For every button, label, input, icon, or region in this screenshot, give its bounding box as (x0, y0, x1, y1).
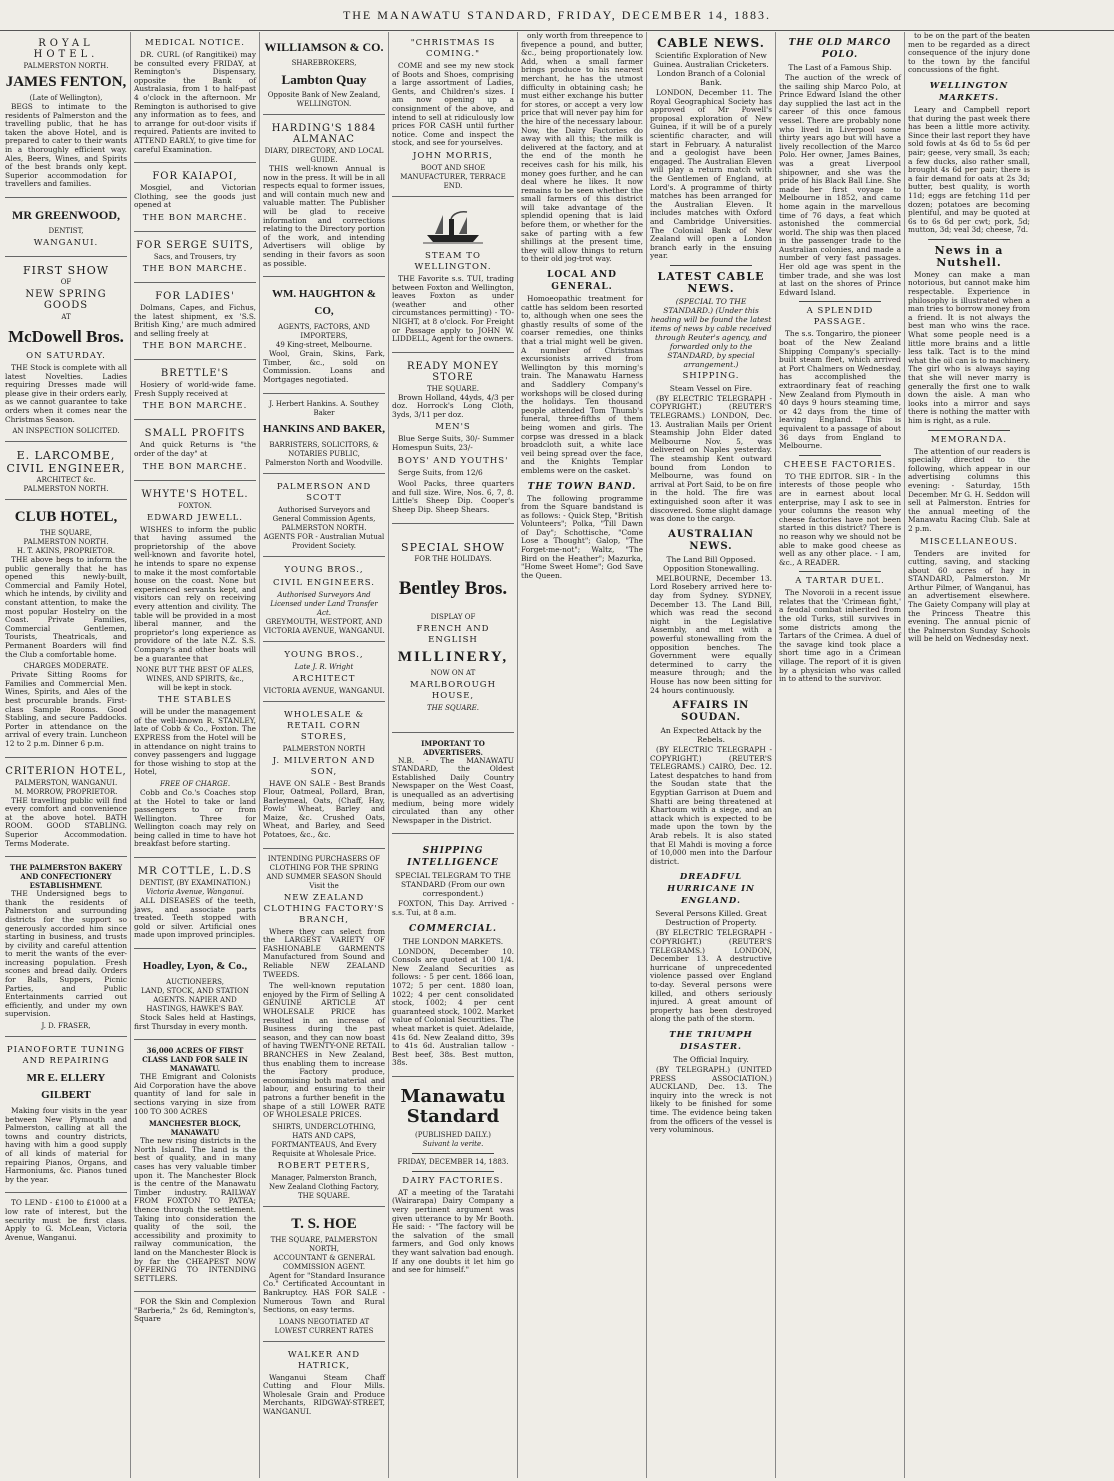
ad-title: MANCHESTER BLOCK, MANAWATU (149, 1119, 241, 1138)
ad-club-hotel (5, 502, 127, 757)
ad-role: BOOT AND SHOE MANUFACTURER, TERRACE END. (400, 163, 506, 190)
ad-body: Wanganui Steam Chaff Cutting and Flour Mills. Wholesale Grain and Produce Merchants, RIDGWAY-STREET, WANGANUI. (263, 1372, 385, 1417)
section-subtitle: THE LONDON MARKETS. (402, 936, 504, 946)
ad-line: THE BON MARCHE. (142, 341, 248, 352)
ad-cottle (134, 860, 256, 949)
section-body: The Novoroii in a recent issue relates that the 'Crimean fight,' a feudal combat inherited from the old Turks, still survives in some districts among the Tartars of the Crimea. A duel of the savage kind took place a short time ago in a Crimean village. The report of it is given by a physician who was called in to attend to the survivor. (779, 588, 901, 684)
ad-name: MR GREENWOOD, (12, 207, 120, 222)
divider (799, 571, 881, 572)
section-title: CABLE NEWS. (657, 36, 765, 50)
ad-larcombe (5, 444, 127, 500)
ad-role: CIVIL ENGINEER, (6, 462, 126, 476)
ad-town: PALMERSTON NORTH. (23, 485, 109, 494)
ad-name: ROBERT PETERS, (277, 1160, 371, 1171)
newspaper-published: (PUBLISHED DAILY.) (415, 1130, 491, 1139)
ad-body: Where they can select from the LARGEST VARIETY OF FASHIONABLE GARMENTS Manufactured from Sound and Reliable NEW ZEALAND TWEEDS. (263, 926, 385, 979)
column-3 (260, 32, 389, 1478)
section-title: MEMORANDA. (930, 434, 1008, 445)
ad-body: Sacs, and Trousers, try (153, 252, 237, 261)
ad-line: AT (61, 312, 71, 321)
ad-walker (263, 1344, 385, 1425)
ad-role: SHAREBROKERS, (291, 59, 357, 67)
ad-palmerson (263, 476, 385, 557)
ad-corn (263, 704, 385, 849)
divider (412, 1171, 494, 1172)
ad-sub: AGENTS FOR - Australian Mutual Provident Society. (263, 532, 385, 550)
shipping-intelligence (392, 836, 514, 1077)
section-body: TO THE EDITOR. SIR - In the interests of those people who are in earnest about local enterprise, may I ask to see in your columns the reason why cheese factories have not been started in this district? There is no reason why we should not be able to make good cheese as well as any other place. - I am, &c., A READER. (779, 471, 901, 567)
ad-name: Bentley Bros. (398, 577, 508, 599)
ad-title: FOR LADIES' (155, 290, 235, 302)
ad-body: THE Stock is complete with all latest Novelties. Ladies requiring Dresses made will please give in their orders early, as we cannot guarantee to take orders when it comes near the Christmas Season. (5, 362, 127, 424)
ad-whyte (134, 483, 256, 858)
ad-body: DR. CURL (of Rangitikei) may be consulted every FRIDAY, at Remington's Dispensary, opposite the Bank of Australasia, from 1 to half-past 4 o'clock in the afternoon. Mr Remington is authorised to give any information as to fees, and to arrange for out-door visits if required. Patients are invited to ATTEND EARLY, to give time for careful Examination. (134, 50, 256, 154)
ad-bentley (392, 526, 514, 733)
ad-role: ARCHITECT (292, 673, 356, 684)
ad-title: FOR KAIAPOI, (152, 171, 238, 183)
ad-line: THE BON MARCHE. (142, 212, 248, 223)
divider (799, 455, 881, 456)
section-subtitle: An Expected Attack by the Rebels. (660, 726, 762, 745)
section-subtitle: The Last of a Famous Ship. (788, 63, 892, 72)
ad-place: THE SQUARE. (427, 384, 479, 393)
ad-place: GREYMOUTH, WESTPORT, AND VICTORIA AVENUE, WANGANUI. (263, 617, 385, 635)
ad-line: THE STABLES (157, 695, 233, 706)
section-body: (BY ELECTRIC TELEGRAPH - COPYRIGHT.) (REUTER'S TELEGRAMS.) LONDON, Dec. 13. Australian Mails per Orient Steamship John Elder dated Melbourne Nov. 5, was delivered on Naples yesterday. The steamship Kent outward bound from London to Melbourne, was found on arrival at Port Said, to be on fire in the hold. The fire was extinguished soon after it was discovered. Some slight damage was done to the cargo. (650, 393, 772, 524)
section-title: THE TRIUMPH DISASTER. (669, 1029, 753, 1052)
section-body: LONDON, December 11. The Royal Geographical Society has approved of Mr Powell's proposal exploration of New Guinea, if it will be of a purely scientific character, and will start in February. A naturalist and a geologist have been engaged. The Australian Eleven will play a return match with the Gentlemen of England, at Lord's. A programme of thirty matches has been arranged for the Australian Eleven. It includes matches with Oxford and Cambridge Universities. The Colonial Bank of New Zealand will open a London branch early in the ensuing year. (650, 88, 772, 261)
section-title: WELLINGTON MARKETS. (929, 80, 1009, 103)
ad-line: FOR THE HOLIDAYS. (414, 554, 492, 563)
ad-body: Hosiery of world-wide fame. Fresh Supply received at (134, 380, 256, 398)
ad-criterion (5, 760, 127, 858)
ad-body: THIS well-known Annual is now in the press. It will be in all respects equal to former issues, and will contain much new and valuable matter. The Publisher will be glad to receive information and corrections relating to the Directory portion of the work, and intending Advertisers will oblige by sending in their favors as soon as possible. (263, 164, 385, 268)
ad-name: YOUNG BROS., (284, 649, 364, 660)
newspaper-date: FRIDAY, DECEMBER 14, 1883. (397, 1157, 509, 1166)
ad-title: THE PALMERSTON BAKERY AND CONFECTIONERY ESTABLISHMENT. (9, 863, 123, 891)
ad-title: HARDING'S 1884 ALMANAC (271, 123, 377, 145)
ad-lend (5, 1195, 127, 1250)
ad-line: FREE OF CHARGE. (159, 779, 231, 788)
ad-line: NOW ON AT (430, 668, 476, 677)
section-subtitle: Several Persons Killed. Great Destruction of Property. (655, 909, 767, 928)
column-8 (905, 32, 1033, 1478)
ad-name: PALMERSON AND SCOTT (276, 481, 372, 503)
newspaper-motto: Suivant la verite. (422, 1139, 484, 1148)
column-2 (131, 32, 260, 1478)
ad-role: DENTIST, (BY EXAMINATION.) (139, 879, 251, 888)
ad-body: Dolmans, Capes, and Fichus, the latest shipment, ex 'S.S. British King,' are much admired and selling freely at (134, 302, 256, 338)
column-1 (2, 32, 131, 1478)
column-5 (518, 32, 647, 1478)
ad-place: Lambton Quay (281, 72, 367, 87)
ad-body: WISHES to inform the public that having assumed the proprietorship of the above well-known and favorite hotel, he intends to spare no expense to make it the most comfortable house on the coast. None but experienced servants kept, and visitors can rely on receiving every attention and civility. The table will be provided in a most liberal manner, and the proprietor's long experience as providore of the late N.Z. S.S. Company's and other boats will be a guarantee that (134, 524, 256, 663)
section-title: DREADFUL HURRICANE IN ENGLAND. (667, 872, 755, 907)
ad-name: WM. HAUGHTON & CO, (272, 288, 376, 318)
ad-important (392, 735, 514, 835)
section-title: SHIPPING INTELLIGENCE (407, 846, 499, 869)
section-subtitle: SPECIAL TELEGRAM TO THE STANDARD (From our own correspondent.) (395, 871, 511, 899)
masthead: THE MANAWATU STANDARD, FRIDAY, DECEMBER 14, 1883. (0, 0, 1114, 31)
ad-harding (263, 117, 385, 277)
ad-title: MEDICAL NOTICE. (145, 38, 245, 48)
ad-name: WILLIAMSON & CO. (264, 40, 384, 54)
ad-body: Serge Suits, from 12/6 (398, 467, 483, 477)
ad-title: SMALL PROFITS (144, 428, 246, 440)
ad-body: Wool Packs, three quarters and full size. Wire, Nos. 6, 7, 8. Little's Sheep Dip. Cooper's Sheep Dip. Sheep Shears. (392, 479, 514, 515)
section-body: LONDON, December 10. Consols are quoted at 100 1/4. New Zealand Securities as follows: - 5 per cent. 1866 loan, 1072; 5 per cent. 1880 loan, 1022; 4 per cent consolidated stock, 1002; 4 per cent guaranteed stock, 1002. Market value of Colonial Securities. The wheat market is quiet. Adelaide, 41s 6d. New Zealand ditto, 39s to 41s 6d. Australian tallow - Best beef, 38s. Best mutton, 38s. (392, 946, 514, 1068)
ad-prop: M. MORROW, PROPRIETOR. (14, 787, 118, 796)
ad-name: CLUB HOTEL, (14, 509, 118, 526)
ad-role: CIVIL ENGINEERS. (273, 577, 375, 588)
ad-name: E. LARCOMBE, (16, 449, 116, 463)
ad-sub: Opposite Bank of New Zealand, WELLINGTON. (267, 91, 381, 108)
ad-small-profits (134, 422, 256, 480)
ad-williamson (263, 32, 385, 115)
section-body: The attention of our readers is specially directed to the following, which appear in our advertising columns this evening: - Saturday, 15th December. Mr G. H. Seddon will sell at Palmerston. Entries for the annual meeting of the Manawatu Racing Club. Sale at 2 p.m. (908, 446, 1030, 533)
ad-town: PALMERSTON NORTH. (23, 538, 109, 547)
ad-brettle (134, 362, 256, 420)
ad-line: NEW SPRING GOODS (25, 288, 107, 311)
ad-role: ACCOUNTANT & GENERAL COMMISSION AGENT. (273, 1253, 375, 1271)
ad-name: HANKINS AND BAKER, (263, 422, 385, 435)
ad-sub: LOANS NEGOTIATED AT LOWEST CURRENT RATES (274, 1317, 374, 1335)
section-body: Leary and Campbell report that during the past week there has been a little more activity. Since their last report they have sold fowls at 4s 6d to 5s 6d per pair; geese, very small, 3s each; a few ducks, also rather small, brought 4s 6d per pair; there is a fair demand for oats at 2s 3d; butter, best quality, is worth 11d; eggs are fetching 11d per dozen; potatoes are becoming plentiful, and may be quoted at 6s to 6s 6d per cwt; pork, 5d; mutton, 3d; veal 3d; cheese, 7d. (908, 104, 1030, 235)
section-body: (BY TELEGRAPH.) (UNITED PRESS ASSOCIATION.) AUCKLAND, Dec. 13. The inquiry into the wreck is not likely to be finished for some time. The evidence being taken from the officers of the vessel is very voluminous. (650, 1064, 772, 1135)
ad-body: BEGS to intimate to the residents of Palmerston and the travelling public, that he has taken the above Hotel, and is prepared to cater to their wants in a thoroughly efficient way. Ales, Beers, Wines, and Spirits of the best brands only kept. Superior accommodation for travellers and families. (5, 102, 127, 189)
ad-sub: INTENDING PURCHASERS OF CLOTHING FOR THE SPRING AND SUMMER SEASON Should Visit the (266, 854, 382, 890)
ad-line: ON SATURDAY. (26, 350, 106, 361)
divider (412, 1153, 494, 1154)
ad-body: Mosgiel, and Victorian Clothing, see the goods just opened at (134, 183, 256, 210)
section-subtitle: (SPECIAL TO THE STANDARD.) (Under this heading will be found the latest items of news by cable received through Reuter's agency, and forwarded only to the STANDARD, by special arrangement.) (650, 296, 772, 369)
article-body: to be on the part of the beaten men to be regarded as a direct consequence of the injury done to the town by the fanciful concussions of the fight. (908, 32, 1030, 75)
ad-name: Hoadley, Lyon, & Co., (142, 960, 248, 973)
ad-name: MR E. ELLERY GILBERT (26, 1072, 106, 1102)
ad-body: Brown Holland, 44yds, 4/3 per doz. Horrock's Long Cloth, 3yds, 3/11 per doz. (392, 392, 514, 419)
ad-body: Private Sitting Rooms for Families and Commercial Men. Wines, Spirits, and Ales of the best procurable brands. First-class Sample Rooms. Good Stabling, and secure Paddocks. Porter in attendance on the arrival of every train. Luncheon 12 to 2 p.m. Dinner 6 p.m. (5, 670, 127, 748)
ad-ready-money (392, 355, 514, 524)
ad-body: And quick Returns is "the order of the day" at (134, 440, 256, 459)
ad-line: OF (60, 277, 72, 286)
ad-mcdowell (5, 259, 127, 442)
section-subtitle: Steam Vessel on Fire. (669, 383, 753, 393)
ad-medical (134, 32, 256, 163)
ad-title: "CHRISTMAS IS COMING." (410, 38, 496, 59)
section-title: AFFAIRS IN SOUDAN. (672, 700, 750, 724)
ad-greenwood (5, 200, 127, 257)
ad-name: T. S. HOE (291, 1215, 357, 1232)
ad-body: The new rising districts in the North Island. The land is the best of quality, and in many cases has very valuable timber upon it. The Manchester Block is the centre of the Manawatu Timber industry. RAILWAY FROM FOXTON TO PATEA; thence through the settlement. Taking into consideration the quality of the soil, the accessibility and proximity to railway communication, the land on the Manchester Block is by far the CHEAPEST NOW OFFERING TO INTENDING SETTLERS. (134, 1136, 256, 1283)
ad-title: MR COTTLE, L.D.S (137, 866, 253, 878)
ad-name: JOHN MORRIS, (413, 150, 493, 161)
ad-piano (5, 1039, 127, 1193)
ad-title: BRETTLE'S (160, 368, 230, 380)
ad-line: MEN'S (435, 422, 471, 433)
ad-line: DISPLAY OF (430, 612, 476, 621)
ad-bakery (5, 859, 127, 1037)
ad-body: THE Undersigned begs to thank the residents of Palmerston and surrounding districts for the support so generously accorded him since starting in business, and trusts by civility and careful attention to merit the wants of the ever-increasing population. Fresh scones and bread daily. Orders for Balls, Suppers, Picnic Parties, and Public Entertainments carried out efficiently, and under my own supervision. (5, 889, 127, 1019)
section-title: A TARTAR DUEL. (795, 576, 885, 587)
ad-title: FOR SERGE SUITS, (136, 239, 254, 251)
section-subtitle: The Official Inquiry. (673, 1054, 749, 1064)
ad-serge (134, 234, 256, 283)
section-body: The s.s. Tongariro, the pioneer boat of the New Zealand Shipping Company's specially-built steam fleet, which arrived at Port Chalmers on Wednesday, has accomplished the extraordinary feat of reaching New Zealand from Plymouth in 40 days 9 hours steaming time, or 42 days from the time of leaving England. This is equivalent to a passage of about 36 days from England to Melbourne. (779, 329, 901, 451)
ad-line: THE BON MARCHE. (142, 401, 248, 412)
section-body: FOXTON, This Day. Arrived - s.s. Tui, at 8 a.m. (392, 899, 514, 917)
ad-line: THE BON MARCHE. (142, 461, 248, 472)
ad-place: THE SQUARE, PALMERSTON NORTH, (270, 1235, 378, 1253)
ad-place: THE SQUARE, (40, 529, 92, 538)
section-body: AT a meeting of the Taratahi (Wairarapa) Dairy Company a very pertinent argument was given utterance to by Mr Booth. He said: - "The factory will be the salvation of the small farmers, and God only knows they want salvation bad enough. If any one doubts it let him go and see for himself." (392, 1187, 514, 1275)
ad-title: STEAM TO WELLINGTON. (414, 250, 492, 272)
ad-title: WHYTE'S HOTEL. (141, 488, 249, 500)
ad-sub: LAND, STOCK, AND STATION AGENTS. NAPIER AND HASTINGS, HAWKE'S BAY. (141, 987, 249, 1014)
ad-ladies (134, 285, 256, 360)
section-title: A SPLENDID PASSAGE. (806, 306, 874, 328)
ad-body: Agent for "Standard Insurance Co." Certificated Accountant in Bankruptcy. HAS FOR SALE - Numerous Town and Rural Sections, on easy terms. (263, 1270, 385, 1315)
ad-title: IMPORTANT TO ADVERTISERS. (421, 738, 485, 757)
steamship-icon (423, 209, 483, 245)
ad-title: PIANOFORTE TUNING AND REPAIRING (6, 1045, 126, 1067)
ad-body: Wool, Grain, Skins, Fark, Timber, &c., sold on Commission. Loans and Mortgages negotiated. (263, 349, 385, 384)
ad-body: THE above begs to inform the public generally that he has opened this newly-built, Commercial and Family Hotel, which he intends, by civility and constant attention, to make the most popular Hostelry on the Coast. Private Families, Commercial Gentlemen, Tourists, Theatricals, and Permanent Boarders will find the Club a comfortable home. (5, 555, 127, 659)
ad-line: THE SQUARE. (427, 703, 479, 712)
ad-body: Cobb and Co.'s Coaches stop at the Hotel to take or land passengers to or from Wellington. Three for Wellington coach may rely on being called in time to have hot breakfast before starting. (134, 787, 256, 849)
section-title: SHIPPING. (682, 370, 740, 381)
columns (2, 32, 1112, 1478)
column-6 (647, 32, 776, 1478)
ad-role: AUCTIONEERS, (166, 978, 224, 987)
ad-sub: DIARY, DIRECTORY, AND LOCAL GUIDE. (264, 147, 384, 164)
section-subtitle: The Land Bill Opposed. Opposition Stonewalling. (663, 554, 759, 573)
ad-place: PALMERSTON NORTH. (23, 62, 109, 70)
newspaper-title: Manawatu Standard (400, 1085, 506, 1127)
ad-tshoe (263, 1209, 385, 1342)
ad-acres (134, 1042, 256, 1292)
ad-hankins (263, 396, 385, 474)
section-body: (BY ELECTRIC TELEGRAPH - COPYRIGHT.) (REUTER'S TELEGRAMS.) LONDON, December 13. A destructive hurricane of unprecedented violence passed over England to-day. Several persons were killed, and others seriously injured. A great amount of property has been destroyed along the path of the storm. (650, 928, 772, 1024)
ad-young (263, 559, 385, 642)
ad-body: FOR the Skin and Complexion "Barberia," 2s 6d, Remington's, Square (134, 1297, 256, 1324)
ad-line: will be kept in stock. (158, 684, 232, 693)
ad-line: FRENCH AND ENGLISH (416, 623, 490, 645)
section-title: LOCAL AND GENERAL. (547, 270, 617, 293)
divider (928, 239, 1010, 240)
section-title: THE OLD MARCO POLO. (788, 38, 892, 60)
ad-role: ARCHITECT &c. (36, 476, 96, 485)
ad-wright (263, 644, 385, 702)
ad-title: ROYAL HOTEL. (33, 38, 99, 60)
section-body: Tenders are invited for cutting, saving, and stacking about 60 acres of hay in STANDARD, Palmerston. Mr Arthur Pilmer, of Wanganui, has an advertisement elsewhere. The Gaiety Company will play at the Princess Theatre this evening. The annual picnic of the Palmerston Sunday Schools will be held on Wednesday next. (908, 548, 1030, 644)
section-title: AUSTRALIAN NEWS. (668, 528, 754, 552)
ad-body: N.B. - The MANAWATU STANDARD, the Oldest Established Daily Country Newspaper on the West Coast, is unequalled as an advertising medium, being more widely circulated than any other Newspaper in the District. (392, 755, 514, 825)
ad-sub: Late J. R. Wright (294, 662, 354, 671)
ad-title: 36,000 ACRES OF FIRST CLASS LAND FOR SALE IN MANAWATU. (142, 1046, 248, 1074)
ad-name: J. D. FRASER, (41, 1022, 91, 1031)
ad-name: CRITERION HOTEL, (5, 765, 127, 777)
ad-name: YOUNG BROS., (284, 564, 364, 575)
column-4 (389, 32, 518, 1478)
ad-haughton (263, 279, 385, 393)
section-body: Money can make a man notorious, but cannot make him respectable. Experience in philosophy is illustrated when a man tries to borrow money from a friend. It is not always the best man who wins the race. What some people need is a little more brains and a little less talk. Tact is to the mind what the oil can is to machinery. The girl who is always saying that she will never marry is generally the first one to walk down the aisle. A man who looks into a mirror and says there is nothing the matter with him is right, as a rule. (908, 269, 1030, 425)
ad-name: J. MILVERTON AND SON, (272, 755, 376, 777)
ad-place: 49 King-street, Melbourne. (275, 341, 373, 350)
section-subtitle: Scientific Exploration of New Guinea. Australian Cricketers. London Branch of a Colonial Bank. (653, 51, 769, 87)
ad-hoadley (134, 951, 256, 1040)
ad-town: FOXTON. (178, 501, 212, 510)
ad-body: COME and see my new stock of Boots and Shoes, comprising a large assortment of Ladies, Gents, and Children's sizes. I am now opening up a consignment of the above, and intend to sell at ridiculously low prices FOR CASH until further notice. Come and inspect the stock, and see for yourselves. (392, 61, 514, 148)
ad-body: Blue Serge Suits, 30/- Summer Homespun Suits, 23/- (392, 434, 514, 453)
ad-name: JAMES FENTON, (5, 74, 127, 90)
ad-sub: (Late of Wellington), (29, 94, 103, 102)
ad-role: AGENTS, FACTORS, AND IMPORTERS, (278, 323, 370, 341)
ad-role: Authorised Surveyors and General Commission Agents, (272, 505, 376, 523)
ad-sub: SHIRTS, UNDERCLOTHING, HATS AND CAPS, FORTMANTEAUS, And Every Requisite at Wholesale Price. (271, 1122, 377, 1158)
ad-role: Manager, Palmerston Branch, New Zealand Clothing Factory, THE SQUARE. (269, 1173, 379, 1200)
ad-title: NEW ZEALAND CLOTHING FACTORY'S BRANCH, (263, 892, 385, 925)
ad-name: McDowell Bros. (8, 326, 124, 346)
ad-body: will be under the management of the well-known R. STANLEY, late of Cobb & Co., Foxton. The EXPRESS from the Hotel will be in attendance on night trains to convey passengers and luggage for those wishing to stop at the Hotel, (134, 707, 256, 777)
ad-sub: Authorised Surveyors And Licensed under Land Transfer Act. (270, 590, 378, 617)
ad-place: Victoria Avenue, Wanganui. (146, 888, 244, 897)
ad-role: DENTIST, (48, 226, 84, 235)
editorial (392, 1079, 514, 1283)
ad-sub: J. Herbert Hankins. A. Southey Baker (269, 399, 379, 417)
ad-body: THE travelling public will find every comfort and convenience at the above hotel. BATH ROOM. GOOD STABLING. Superior Accommodation. Terms Moderate. (5, 795, 127, 848)
column-7 (776, 32, 905, 1478)
article-body: Homoeopathic treatment for cattle has seldom been resorted to, although when one sees the ghastly results of some of the coarser remedies, one thinks that a trial might well be given. A number of Christmas excursionists arrived from Wellington by this morning's train. The Manawatu Harness and Saddlery Company's workshops will be closed during the holidays. Ten thousand people attended Tom Thumb's funeral, three-fifths of them being women and girls. The corpse was dressed in a black broadcloth suit, a white lace veil being spread over the face, and the Knights Templar emblems were on the casket. (521, 294, 643, 475)
ad-line: SPECIAL SHOW (401, 540, 505, 554)
section-title: MISCELLANEOUS. (919, 536, 1019, 547)
ad-line: AN INSPECTION SOLICITED. (12, 427, 120, 436)
ad-body: Making four visits in the year between New Plymouth and Palmerston, calling at all the towns and country districts, having with him a good supply of all kinds of material for repairing Pianos, Organs, and Harmoniums, &c. Pianos tuned by the year. (5, 1106, 127, 1184)
steamship-drawing (423, 209, 483, 245)
divider (928, 430, 1010, 431)
ad-body: TO LEND - £100 to £1000 at a low rate of interest, but the security must be first class. Apply to G. McLean, Victoria Avenue, Wanganui. (5, 1198, 127, 1242)
section-title: News in a Nutshell. (934, 243, 1004, 269)
ad-body: THE Emigrant and Colonists Aid Corporation have the above quantity of land for sale in sections varying in size from 100 TO 300 ACRES (134, 1072, 256, 1116)
section-title: THE TOWN BAND. (527, 481, 637, 492)
ad-steam (392, 199, 514, 353)
section-title: DAIRY FACTORIES. (402, 1175, 504, 1186)
ad-skin (134, 1294, 256, 1332)
ad-role: BARRISTERS, SOLICITORS, & NOTARIES PUBLIC, (269, 440, 379, 458)
ad-title: READY MONEY STORE (407, 360, 499, 383)
section-body: (BY ELECTRIC TELEGRAPH - COPYRIGHT.) (REUTER'S TELEGRAMS.) CAIRO, Dec. 12. Latest despatches to hand from the Soudan state that the Egyptian Garrison at Duem and Shatti are being threatened at Khartoum with a siege, and an attack which is expected to be made upon the town by the Arab rebels. It is also stated that El Mahdi is moving a force of 10,000 men into the Darfour district. (650, 745, 772, 866)
ad-name: WALKER AND HATRICK, (287, 1349, 361, 1371)
ad-body: HAVE ON SALE - Best Brands Flour, Oatmeal, Pollard, Bran, Barleymeal, Oats, (Chaff, Hay, Fowls' Wheat, Barley and Maize, &c. Crushed Oats, Wheat, and Barley, and Seed Potatoes, &c., &c. (263, 778, 385, 840)
ad-christmas (392, 32, 514, 197)
ad-place: VICTORIA AVENUE, WANGANUI. (263, 686, 385, 695)
divider (670, 265, 752, 266)
section-title: CHEESE FACTORIES. (783, 459, 897, 470)
ad-line: BOYS' AND YOUTHS' (397, 455, 509, 466)
ad-town: PALMERSTON NORTH (282, 744, 366, 753)
ad-prop: H. T. AKINS, PROPRIETOR. (16, 547, 116, 556)
ad-town: PALMERSTON NORTH. (281, 523, 367, 532)
ad-place: Palmerston North and Woodville. (265, 458, 383, 467)
article-body: The following programme from the Square bandstand is as follows: - Quick Step, "British Volunteers"; Polka, "Till Dawn of Day"; Schottische, "Come Lose a Thought"; Galop, "The Forget-me-not"; Waltz, "The Bird on the Heather"; Mazurka, "Home Sweet Home"; God Save the Queen. (521, 493, 643, 580)
article-body: only worth from threepence to fivepence a pound, and butter, &c., being proportionately low. Add, when a small farmer brings produce to his nearest merchant, he has the utmost difficulty in obtaining cash; he must either exchange his butter for stores, or accept a very low price that will never pay him for the hire of the necessary labour. Now, the Dairy Factories do away with all this; the milk is delivered at the factory, and at the end of the month he receives cash for his milk, his money goes further, and he can deal where he likes. It now remains to be seen whether the small farmers of this district will take advantage of the splendid opening that is laid before them, or whether for the sake of parting with a few shillings at the present time, they will allow things to return to their old jog-trot way. (521, 32, 643, 264)
section-body: MELBOURNE, December 13. Lord Rosebery arrived here to-day from Sydney. SYDNEY, December 13. The Land Bill, which was read the second night in the Legislative Assembly, and met with a powerful stonewalling from the opposition benches. The Government were equally determined to carry the measure through; and the House has now been sitting for 24 hours continuously. (650, 573, 772, 695)
ad-place: PALMERSTON, WANGANUI. (14, 778, 118, 787)
ad-line: THE BON MARCHE. (142, 263, 248, 274)
ad-nz-clothing (263, 851, 385, 1207)
ad-body: ALL DISEASES of the teeth, jaws, and associate parts treated. Teeth stopped with gold or silver. Artificial ones made upon improved principles. (134, 896, 256, 940)
section-body: The auction of the wreck of the sailing ship Marco Polo, at Prince Edward Island the other day supplied the last act in the career of this once famous vessel. There are probably none who lived in Liverpool some thirty years ago but will have a lively recollection of the Marco Polo. Her owner, James Baines, was a great Liverpool shipowner, and she was the pride of his Black Ball Line. She made her first voyage to Melbourne in 1852, and came home again in the marvellous time of 76 days, a feat which astonished the commercial world. The ship was then placed in the passenger trade to the Australian colonies, and made a number of very fast passages. Her old age was spent in the timber trade, and she was lost at last on the shores of Prince Edward Island. (779, 73, 901, 297)
section-title: LATEST CABLE NEWS. (657, 269, 765, 295)
ad-body: Stock Sales held at Hastings, first Thursday in every month. (134, 1013, 256, 1031)
ad-royal-hotel (5, 32, 127, 198)
ad-line: FIRST SHOW (22, 263, 110, 277)
ad-title: WHOLESALE & RETAIL CORN STORES, (283, 709, 365, 742)
ad-body: THE Favorite s.s. TUI, trading between Foxton and Wellington, leaves Foxton as under (weather and other circumstances permitting) - TO-NIGHT, at 8 o'clock. For Freight or Passage apply to JOHN W. LIDDELL, Agent for the owners. (392, 273, 514, 344)
section-title: COMMERCIAL. (408, 923, 498, 934)
ad-line: NONE BUT THE BEST OF ALES, WINES, AND SPIRITS, &c., (136, 666, 254, 684)
divider (799, 301, 881, 302)
ad-name: EDWARD JEWELL. (147, 512, 243, 523)
ad-body: The well-known reputation enjoyed by the Firm of Selling A GENUINE ARTICLE AT WHOLESALE PRICE has resulted in an increase of Business during the past season, and they can now boast of having TWENTY-ONE RETAIL BRANCHES in New Zealand, thus enabling them to increase the Factory produce, economising both material and labour, and ensuring to their patrons a further benefit in the shape of a still LOWER RATE OF WHOLESALE PRICES. (263, 981, 385, 1120)
ad-line: MARLBOROUGH HOUSE, (410, 679, 496, 701)
ad-town: WANGANUI. (33, 237, 99, 248)
ad-line: CHARGES MODERATE. (23, 662, 109, 671)
ad-line: MILLINERY, (397, 648, 509, 665)
ad-kaiapoi (134, 165, 256, 232)
